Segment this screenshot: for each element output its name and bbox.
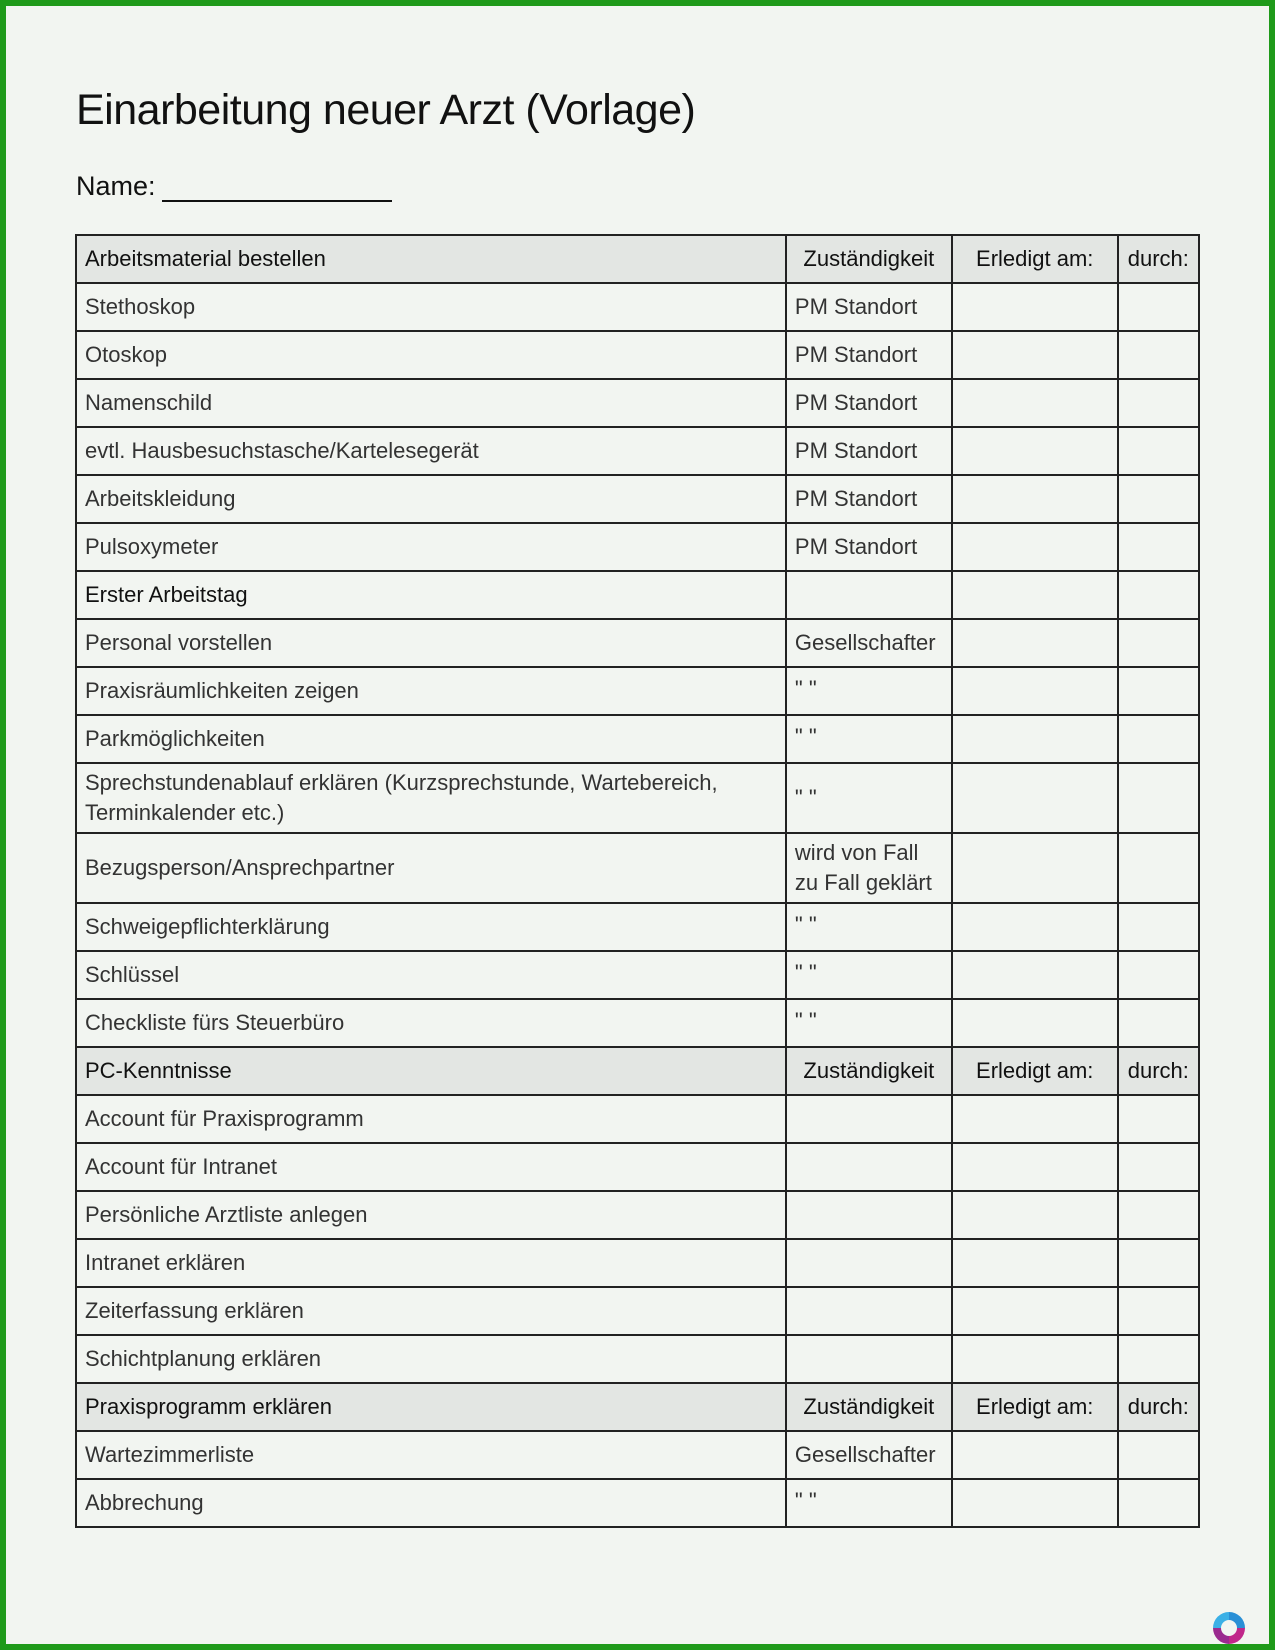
task-cell: Persönliche Arztliste anlegen bbox=[76, 1191, 786, 1239]
done-by-cell[interactable] bbox=[1118, 379, 1199, 427]
task-cell: Checkliste fürs Steuerbüro bbox=[76, 999, 786, 1047]
responsibility-cell bbox=[786, 1239, 952, 1287]
done-date-cell[interactable] bbox=[952, 1191, 1118, 1239]
responsibility-cell: " " bbox=[786, 999, 952, 1047]
checklist-table bbox=[75, 234, 1200, 1528]
done-by-cell[interactable] bbox=[1118, 1095, 1199, 1143]
page-title: Einarbeitung neuer Arzt (Vorlage) bbox=[76, 86, 696, 134]
section-title: Erster Arbeitstag bbox=[76, 571, 786, 619]
table-row bbox=[76, 1287, 1199, 1335]
responsibility-cell: PM Standort bbox=[786, 379, 952, 427]
done-date-cell[interactable] bbox=[952, 1335, 1118, 1383]
responsibility-cell: " " bbox=[786, 667, 952, 715]
done-date-cell[interactable] bbox=[952, 475, 1118, 523]
column-header-responsibility: Zuständigkeit bbox=[786, 235, 952, 283]
responsibility-cell: " " bbox=[786, 763, 952, 833]
responsibility-cell: " " bbox=[786, 1479, 952, 1527]
done-by-cell[interactable] bbox=[1118, 667, 1199, 715]
responsibility-cell: Gesellschafter bbox=[786, 619, 952, 667]
done-date-cell[interactable] bbox=[952, 667, 1118, 715]
table-row bbox=[76, 475, 1199, 523]
done-date-cell[interactable] bbox=[952, 1239, 1118, 1287]
responsibility-cell bbox=[786, 1143, 952, 1191]
task-cell: Intranet erklären bbox=[76, 1239, 786, 1287]
responsibility-cell bbox=[786, 1095, 952, 1143]
done-date-cell[interactable] bbox=[952, 331, 1118, 379]
table-row bbox=[76, 283, 1199, 331]
done-date-cell[interactable] bbox=[952, 1143, 1118, 1191]
task-cell: Schichtplanung erklären bbox=[76, 1335, 786, 1383]
table-row bbox=[76, 1335, 1199, 1383]
name-label: Name: bbox=[76, 171, 156, 201]
done-date-cell[interactable] bbox=[952, 1431, 1118, 1479]
responsibility-cell: PM Standort bbox=[786, 523, 952, 571]
done-date-cell[interactable] bbox=[952, 427, 1118, 475]
done-by-cell[interactable] bbox=[1118, 427, 1199, 475]
done-date-cell[interactable] bbox=[952, 523, 1118, 571]
task-cell: Schweigepflichterklärung bbox=[76, 903, 786, 951]
done-by-cell[interactable] bbox=[1118, 999, 1199, 1047]
done-by-cell[interactable] bbox=[1118, 1143, 1199, 1191]
task-cell: Personal vorstellen bbox=[76, 619, 786, 667]
done-date-cell[interactable] bbox=[952, 951, 1118, 999]
responsibility-cell: Gesellschafter bbox=[786, 1431, 952, 1479]
table-row bbox=[76, 951, 1199, 999]
done-date-cell[interactable] bbox=[952, 379, 1118, 427]
done-date-cell[interactable] bbox=[952, 571, 1118, 619]
table-row bbox=[76, 903, 1199, 951]
done-by-cell[interactable] bbox=[1118, 715, 1199, 763]
column-header-done-date: Erledigt am: bbox=[952, 1383, 1118, 1431]
responsibility-cell bbox=[786, 1335, 952, 1383]
table-row bbox=[76, 715, 1199, 763]
task-cell: Otoskop bbox=[76, 331, 786, 379]
task-cell: Arbeitskleidung bbox=[76, 475, 786, 523]
done-by-cell[interactable] bbox=[1118, 833, 1199, 903]
section-header-erster-arbeitstag bbox=[76, 571, 1199, 619]
done-date-cell[interactable] bbox=[952, 763, 1118, 833]
section-title: Arbeitsmaterial bestellen bbox=[76, 235, 786, 283]
table-row bbox=[76, 763, 1199, 833]
done-date-cell[interactable] bbox=[952, 1287, 1118, 1335]
table-row bbox=[76, 379, 1199, 427]
done-by-cell[interactable] bbox=[1118, 523, 1199, 571]
done-by-cell[interactable] bbox=[1118, 1287, 1199, 1335]
done-by-cell[interactable] bbox=[1118, 1431, 1199, 1479]
done-date-cell[interactable] bbox=[952, 903, 1118, 951]
table-row bbox=[76, 667, 1199, 715]
column-header-done-by: durch: bbox=[1118, 1047, 1199, 1095]
done-date-cell[interactable] bbox=[952, 1095, 1118, 1143]
task-cell: Schlüssel bbox=[76, 951, 786, 999]
task-cell: Parkmöglichkeiten bbox=[76, 715, 786, 763]
done-date-cell[interactable] bbox=[952, 619, 1118, 667]
column-header-done-date: Erledigt am: bbox=[952, 235, 1118, 283]
done-by-cell[interactable] bbox=[1118, 619, 1199, 667]
done-by-cell[interactable] bbox=[1118, 475, 1199, 523]
done-date-cell[interactable] bbox=[952, 999, 1118, 1047]
responsibility-cell: PM Standort bbox=[786, 331, 952, 379]
task-cell: Sprechstundenablauf erklären (Kurzsprechstunde, Wartebereich, Terminkalender etc.) bbox=[76, 763, 786, 833]
task-cell: Account für Intranet bbox=[76, 1143, 786, 1191]
column-header-responsibility: Zuständigkeit bbox=[786, 1383, 952, 1431]
table-row bbox=[76, 833, 1199, 903]
done-date-cell[interactable] bbox=[952, 715, 1118, 763]
responsibility-cell: " " bbox=[786, 951, 952, 999]
section-title: PC-Kenntnisse bbox=[76, 1047, 786, 1095]
table-row bbox=[76, 427, 1199, 475]
done-by-cell[interactable] bbox=[1118, 951, 1199, 999]
section-header-pc-kenntnisse bbox=[76, 1047, 1199, 1095]
name-blank-line[interactable] bbox=[162, 174, 392, 202]
section-title: Praxisprogramm erklären bbox=[76, 1383, 786, 1431]
table-row bbox=[76, 331, 1199, 379]
column-header-done-by: durch: bbox=[1118, 1383, 1199, 1431]
table-row bbox=[76, 999, 1199, 1047]
table-row bbox=[76, 1143, 1199, 1191]
task-cell: Praxisräumlichkeiten zeigen bbox=[76, 667, 786, 715]
section-header-praxisprogramm bbox=[76, 1383, 1199, 1431]
done-date-cell[interactable] bbox=[952, 1479, 1118, 1527]
task-cell: Zeiterfassung erklären bbox=[76, 1287, 786, 1335]
responsibility-cell: PM Standort bbox=[786, 283, 952, 331]
responsibility-cell: PM Standort bbox=[786, 475, 952, 523]
task-cell: Stethoskop bbox=[76, 283, 786, 331]
done-by-cell[interactable] bbox=[1118, 283, 1199, 331]
responsibility-cell: " " bbox=[786, 715, 952, 763]
task-cell: evtl. Hausbesuchstasche/Kartelesegerät bbox=[76, 427, 786, 475]
done-by-cell[interactable] bbox=[1118, 1335, 1199, 1383]
table-row bbox=[76, 619, 1199, 667]
done-date-cell[interactable] bbox=[952, 833, 1118, 903]
responsibility-cell: wird von Fall zu Fall geklärt bbox=[786, 833, 952, 903]
task-cell: Account für Praxisprogramm bbox=[76, 1095, 786, 1143]
table-row bbox=[76, 1095, 1199, 1143]
column-header-done-date: Erledigt am: bbox=[952, 1047, 1118, 1095]
done-by-cell[interactable] bbox=[1118, 331, 1199, 379]
done-by-cell[interactable] bbox=[1118, 571, 1199, 619]
column-header-responsibility: Zuständigkeit bbox=[786, 1047, 952, 1095]
brand-logo-icon bbox=[1209, 1608, 1249, 1648]
task-cell: Namenschild bbox=[76, 379, 786, 427]
responsibility-cell: PM Standort bbox=[786, 427, 952, 475]
table-row bbox=[76, 1239, 1199, 1287]
table-row bbox=[76, 523, 1199, 571]
table-row bbox=[76, 1479, 1199, 1527]
task-cell: Pulsoxymeter bbox=[76, 523, 786, 571]
done-by-cell[interactable] bbox=[1118, 1239, 1199, 1287]
done-by-cell[interactable] bbox=[1118, 1479, 1199, 1527]
table-row bbox=[76, 1431, 1199, 1479]
responsibility-cell bbox=[786, 571, 952, 619]
done-by-cell[interactable] bbox=[1118, 1191, 1199, 1239]
responsibility-cell: " " bbox=[786, 903, 952, 951]
responsibility-cell bbox=[786, 1191, 952, 1239]
task-cell: Abbrechung bbox=[76, 1479, 786, 1527]
task-cell: Wartezimmerliste bbox=[76, 1431, 786, 1479]
name-field bbox=[76, 171, 392, 202]
column-header-done-by: durch: bbox=[1118, 235, 1199, 283]
done-by-cell[interactable] bbox=[1118, 763, 1199, 833]
responsibility-cell bbox=[786, 1287, 952, 1335]
done-by-cell[interactable] bbox=[1118, 903, 1199, 951]
section-header-arbeitsmaterial bbox=[76, 235, 1199, 283]
table-row bbox=[76, 1191, 1199, 1239]
done-date-cell[interactable] bbox=[952, 283, 1118, 331]
task-cell: Bezugsperson/Ansprechpartner bbox=[76, 833, 786, 903]
